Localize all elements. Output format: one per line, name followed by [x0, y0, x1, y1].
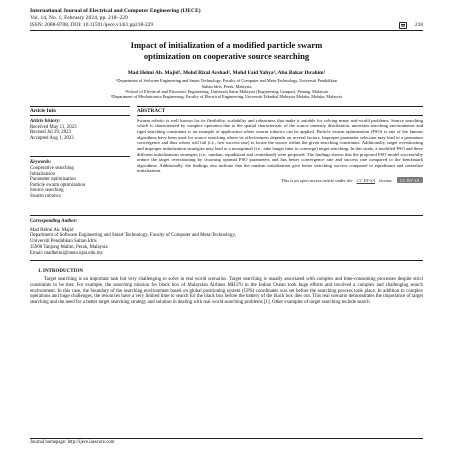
- keywords-list: [30, 166, 130, 199]
- affiliation-line: ³Department of Mechatronics Engineering, Faculty of Electrical Engineering, Universiti Teknikal Malaysia Melaka, Melaka, Malaysia: [110, 94, 343, 100]
- article-info-heading: Article Info: [30, 106, 130, 115]
- keyword-item: Cooperative searching: [30, 166, 74, 172]
- introduction-heading: 1. INTRODUCTION: [38, 269, 84, 275]
- issn-row: [30, 22, 423, 29]
- corresponding-details: [30, 228, 423, 257]
- corresponding-heading: Corresponding Author:: [30, 219, 78, 225]
- keyword-item: Parameter optimization: [30, 177, 76, 183]
- affiliation-line: ²School of Electrical and Electronic Engineering, Universiti Sains Malaysia (Engineering Campus), Penang, Malaysia: [125, 88, 328, 94]
- page-number: 218: [414, 21, 423, 28]
- corresponding-line: 35900 Tanjong Malim, Perak, Malaysia: [30, 244, 108, 250]
- keyword-item: Swarm robotics: [30, 193, 61, 199]
- journal-logo-icon: [399, 22, 407, 29]
- issn-line: ISSN: 2088-8708, DOI: 10.11591/ijece.v14i1.pp218-229: [30, 21, 154, 28]
- history-list: [30, 125, 130, 142]
- corresponding-line: Department of Software Engineering and Smart Technology, Faculty of Computer and Meta-Technology,: [30, 233, 236, 239]
- license-link[interactable]: CC BY-SA: [356, 177, 376, 183]
- license-line: [137, 177, 423, 183]
- article-info-column: [30, 106, 130, 199]
- title-line-2: optimization on cooperative source searching: [143, 50, 310, 61]
- license-prefix: This is an open access article under the: [281, 177, 353, 183]
- keyword-item: Particle swarm optimization: [30, 182, 86, 188]
- journal-title: International Journal of Electrical and Computer Engineering (IJECE): [30, 8, 201, 14]
- title-line-1: Impact of initialization of a modified particle swarm: [130, 40, 323, 51]
- affiliations: [30, 78, 423, 99]
- paper-title: [30, 40, 423, 61]
- license-suffix: license.: [379, 177, 393, 183]
- info-abstract-grid: [30, 106, 423, 199]
- corresponding-line: Mad Helmi Ab. Majid: [30, 227, 74, 233]
- page-footer: [30, 438, 423, 446]
- keywords-heading: Keywords:: [30, 160, 52, 166]
- header-rule: [30, 30, 423, 31]
- abstract-column: [137, 106, 423, 199]
- journal-homepage-link[interactable]: Journal homepage: http://ijece.iaescore.com: [30, 440, 115, 445]
- keyword-item: Source searching: [30, 188, 64, 194]
- author-list: Mad Helmi Ab. Majid¹, Mohd Rizal Arshad², Mohd Faid Yahya³, Abu Bakar Ibrahim¹: [127, 70, 326, 77]
- abstract-text: Swarm robotic is well known for its flexibility, scalability and robustness that make it suitable for solving many real-world problems. Source searching which is characterized by complex operation due to the spatial characteristic of the source intensity distribution, uncertain searching environments and rigid searching constraints is an example of application where swarm robotics can be applied. Particle swarm optimization (PSO) is one of the famous algorithms have been used for source searching where its effectiveness depends on several factors. Improper parameter selection may lead to a premature convergence and thus robots will fail (i.e., low success rate) to locate the source within the given searching constraints. Additionally, target overshooting and improper initialization strategies may lead to a nonoptimal (i.e., take longer time to converge) target searching. In this study, a modified PSO and three different initializations strategies (i.e., random, equidistant and centralized) were proposed. The findings shown that the proposed PSO model successfully reduce the target overshooting by choosing optimal PSO parameters and has better convergence rate and success rate compared to the benchmark algorithms. Additionally, the findings also indicate that the random initialization give better searching success compared to equidistant and centralize initialization.: [137, 117, 423, 174]
- corresponding-line: Universiti Pendidikan Sultan Idris: [30, 239, 97, 245]
- history-heading: Article history:: [30, 118, 61, 124]
- keywords-section: [30, 156, 130, 199]
- history-item: Revised Jul 29, 2023: [30, 130, 72, 136]
- journal-header: [30, 8, 423, 22]
- abstract-heading: ABSTRACT: [137, 106, 423, 115]
- keyword-item: Initialization: [30, 171, 55, 177]
- introduction-text: Target searching is an important task but very challenging to solve in real world scenarios. Target searching is usually associated with complex and time-consuming processes despite strict constraints to be met. For example, the searching mission for black box of Malaysian Airlines MH370 in the Indian Ocean took huge efforts and involved a complex and challenging search environment. In this case, the boundary of the searching environment based on global positioning system (GPS) coordinates was set before the searching process took place. In addition to complex operations and huge challenges, the resources have a very limited time to search for the black box before the battery of the black box dies out. This real scenario demonstrates the importance of target searching and the need for a better target searching strategy and solution in dealing with real world searching problems [1]. Other examples of target searching include search: [30, 277, 423, 306]
- history-item: Received May 11, 2023: [30, 124, 77, 130]
- affiliation-line: ¹Department of Software Engineering and Smart Technology, Faculty of Computer and Meta-Technology, Universiti Pendidikan: [116, 78, 337, 84]
- corresponding-author-box: [30, 215, 423, 261]
- history-item: Accepted Aug 1, 2023: [30, 135, 74, 141]
- volume-line: Vol. 14, No. 1, February 2024, pp. 218~229: [30, 14, 128, 21]
- corresponding-email[interactable]: Email: madhelmi@meta.upsi.edu.my: [30, 250, 103, 256]
- cc-license-icon[interactable]: CC BY SA: [397, 177, 423, 183]
- affiliation-line: Sultan Idris, Perak, Malaysia: [201, 83, 252, 89]
